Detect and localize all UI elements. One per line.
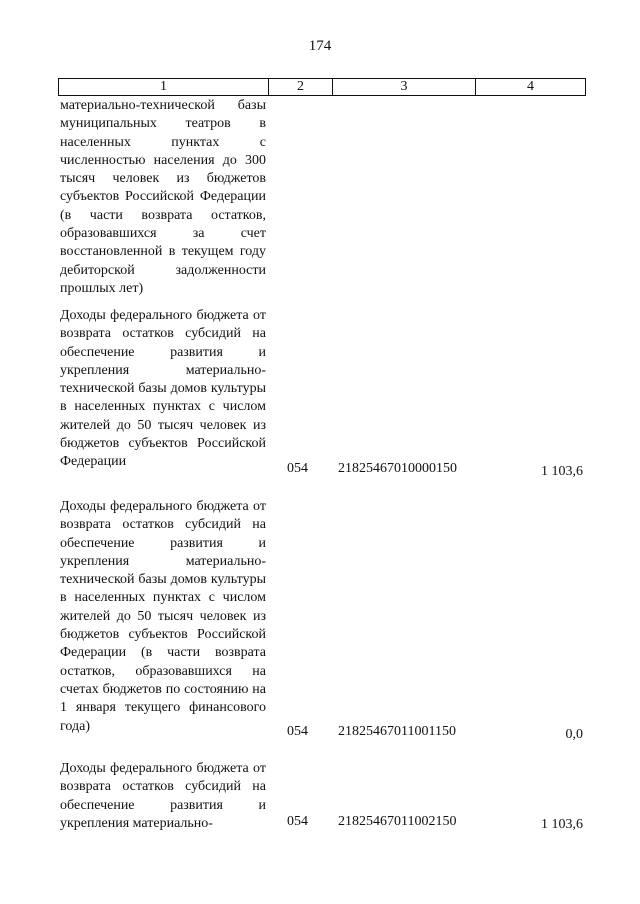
row-revenue-code: 21825467011001150 — [338, 724, 456, 739]
page-number: 174 — [308, 38, 332, 54]
row-amount: 1 103,6 — [541, 817, 583, 832]
row-amount: 0,0 — [565, 727, 583, 742]
row-description: материально-технической базы муниципальных театров в населенных пунктах с численностью населения до 300 тысяч человек из бюджетов субъектов Российской Федерации (в части возврата остатков, образовавшихся за счет восстановленной в текущем году дебиторской задолженности прошлых лет) — [60, 98, 266, 296]
row-admin-code: 054 — [287, 461, 308, 476]
row-revenue-code: 21825467010000150 — [338, 461, 457, 476]
row-admin-code: 054 — [287, 814, 308, 829]
row-revenue-code: 21825467011002150 — [338, 814, 457, 829]
header-col-3: 3 — [333, 79, 476, 95]
header-col-4: 4 — [527, 79, 534, 94]
row-amount: 1 103,6 — [541, 464, 583, 479]
row-description: Доходы федерального бюджета от возврата остатков субсидий на обеспечение развития и укрепления материально- — [60, 761, 266, 831]
header-col-1: 1 — [59, 79, 269, 95]
row-description: Доходы федерального бюджета от возврата остатков субсидий на обеспечение развития и укрепления материально-технической базы домов культуры в населенных пунктах с числом жителей до 50 тысяч человек из бюджетов субъектов Российской Федерации (в части возврата остатков, образовавшихся на счетах бюджетов по состоянию на 1 января текущего финансового года) — [60, 499, 266, 734]
row-admin-code: 054 — [287, 724, 308, 739]
header-col-2: 2 — [269, 79, 333, 95]
table-header — [58, 78, 586, 96]
row-description: Доходы федерального бюджета от возврата остатков субсидий на обеспечение развития и укрепления материально-технической базы домов культуры в населенных пунктах с числом жителей до 50 тысяч человек из бюджетов субъектов Российской Федерации — [60, 308, 266, 470]
